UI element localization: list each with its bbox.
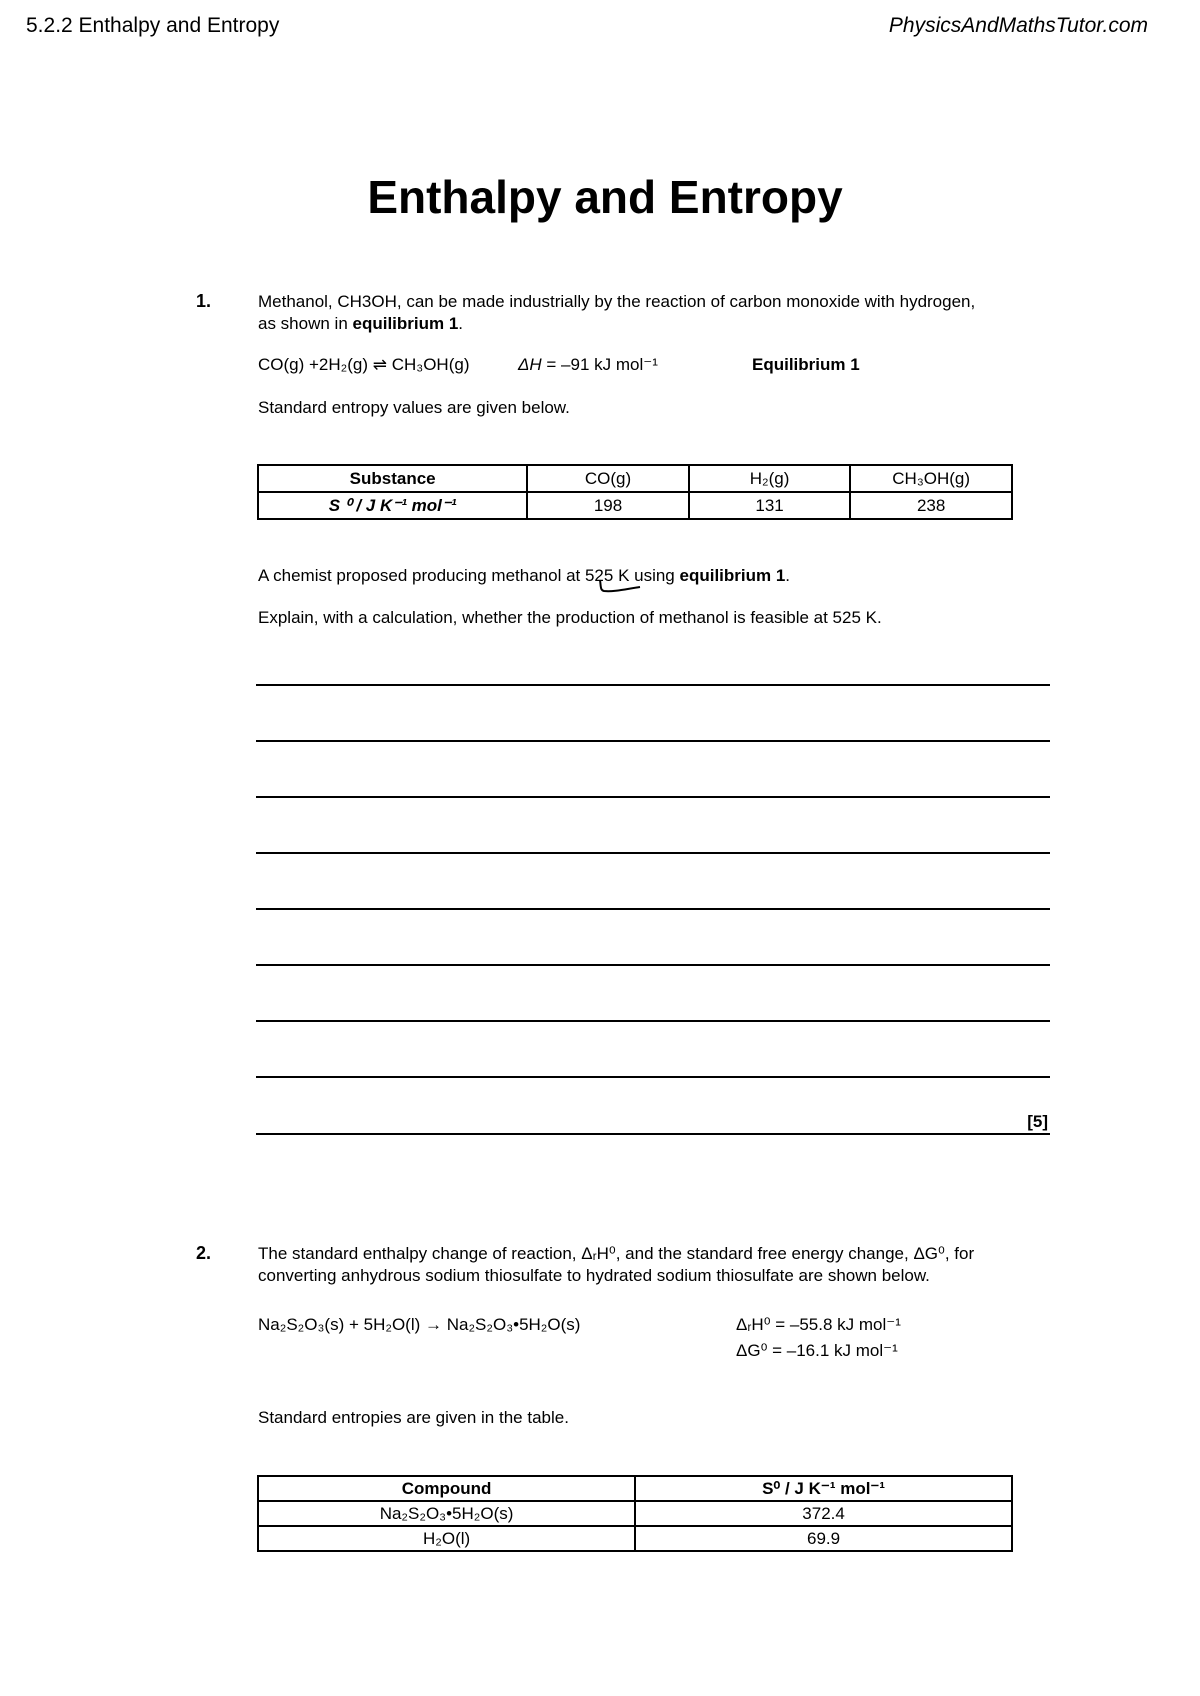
question-1-intro [258,291,975,335]
answer-line[interactable] [256,740,1050,742]
pen-mark-icon [596,578,646,594]
table-cell: 131 [689,492,851,519]
q1-intro-line-2: as shown in equilibrium 1. [258,314,464,333]
table-header-cell: Compound [258,1476,635,1501]
table-header-cell: CO(g) [527,465,689,492]
table-cell: 238 [850,492,1012,519]
q1-entropy-intro: Standard entropy values are given below. [258,398,570,417]
q1-task: Explain, with a calculation, whether the production of methanol is feasible at 525 K. [258,608,882,627]
answer-line[interactable] [256,1020,1050,1022]
table-row [258,1526,1012,1551]
answer-line[interactable] [256,684,1050,686]
q2-equation: Na₂S₂O₃(s) + 5H₂O(l) → Na₂S₂O₃•5H₂O(s) [258,1315,581,1334]
q1-equation: CO(g) +2H₂(g) ⇌ CH₃OH(g) [258,355,470,374]
q2-entropy-table [257,1475,1013,1552]
q2-enthalpy: ΔᵣH⁰ = –55.8 kJ mol⁻¹ [736,1315,901,1334]
table-header-cell: S⁰ / J K⁻¹ mol⁻¹ [635,1476,1012,1501]
answer-line[interactable] [256,1076,1050,1078]
page-header-right: PhysicsAndMathsTutor.com [888,14,1148,37]
table-header-cell: Substance [258,465,527,492]
q2-free-energy: ΔG⁰ = –16.1 kJ mol⁻¹ [736,1341,898,1360]
q2-intro-line-2: converting anhydrous sodium thiosulfate to hydrated sodium thiosulfate are shown below. [258,1266,930,1285]
q1-enthalpy: ΔH = –91 kJ mol⁻¹ [518,355,658,374]
table-row [258,465,1012,492]
table-row [258,492,1012,519]
table-row [258,1501,1012,1526]
table-cell: 69.9 [635,1526,1012,1551]
table-header-cell: H₂(g) [689,465,851,492]
page-header-left: 5.2.2 Enthalpy and Entropy [26,14,280,37]
table-row-label: S ⁰ / J K⁻¹ mol⁻¹ [258,492,527,519]
q1-marks: [5] [1027,1112,1048,1131]
question-2-number: 2. [196,1243,212,1263]
table-row [258,1476,1012,1501]
answer-line[interactable] [256,796,1050,798]
answer-line[interactable] [256,1133,1050,1135]
q1-entropy-table [257,464,1013,520]
answer-line[interactable] [256,852,1050,854]
table-cell: Na₂S₂O₃•5H₂O(s) [258,1501,635,1526]
table-cell: 198 [527,492,689,519]
table-cell: H₂O(l) [258,1526,635,1551]
q1-proposal: A chemist proposed producing methanol at 525 K using equilibrium 1. [258,566,791,585]
question-1-number: 1. [196,291,212,311]
table-cell: 372.4 [635,1501,1012,1526]
page-title: Enthalpy and Entropy [367,171,843,223]
question-2-intro [258,1243,974,1287]
q2-entropy-intro: Standard entropies are given in the table. [258,1408,569,1427]
q1-equilibrium-label: Equilibrium 1 [752,355,860,374]
answer-line[interactable] [256,964,1050,966]
table-header-cell: CH₃OH(g) [850,465,1012,492]
q1-intro-line-1: Methanol, CH3OH, can be made industrially by the reaction of carbon monoxide with hydrogen, [258,292,976,311]
answer-line[interactable] [256,908,1050,910]
q2-intro-line-1: The standard enthalpy change of reaction, ΔᵣH⁰, and the standard free energy change, ΔG⁰, for [258,1244,975,1263]
